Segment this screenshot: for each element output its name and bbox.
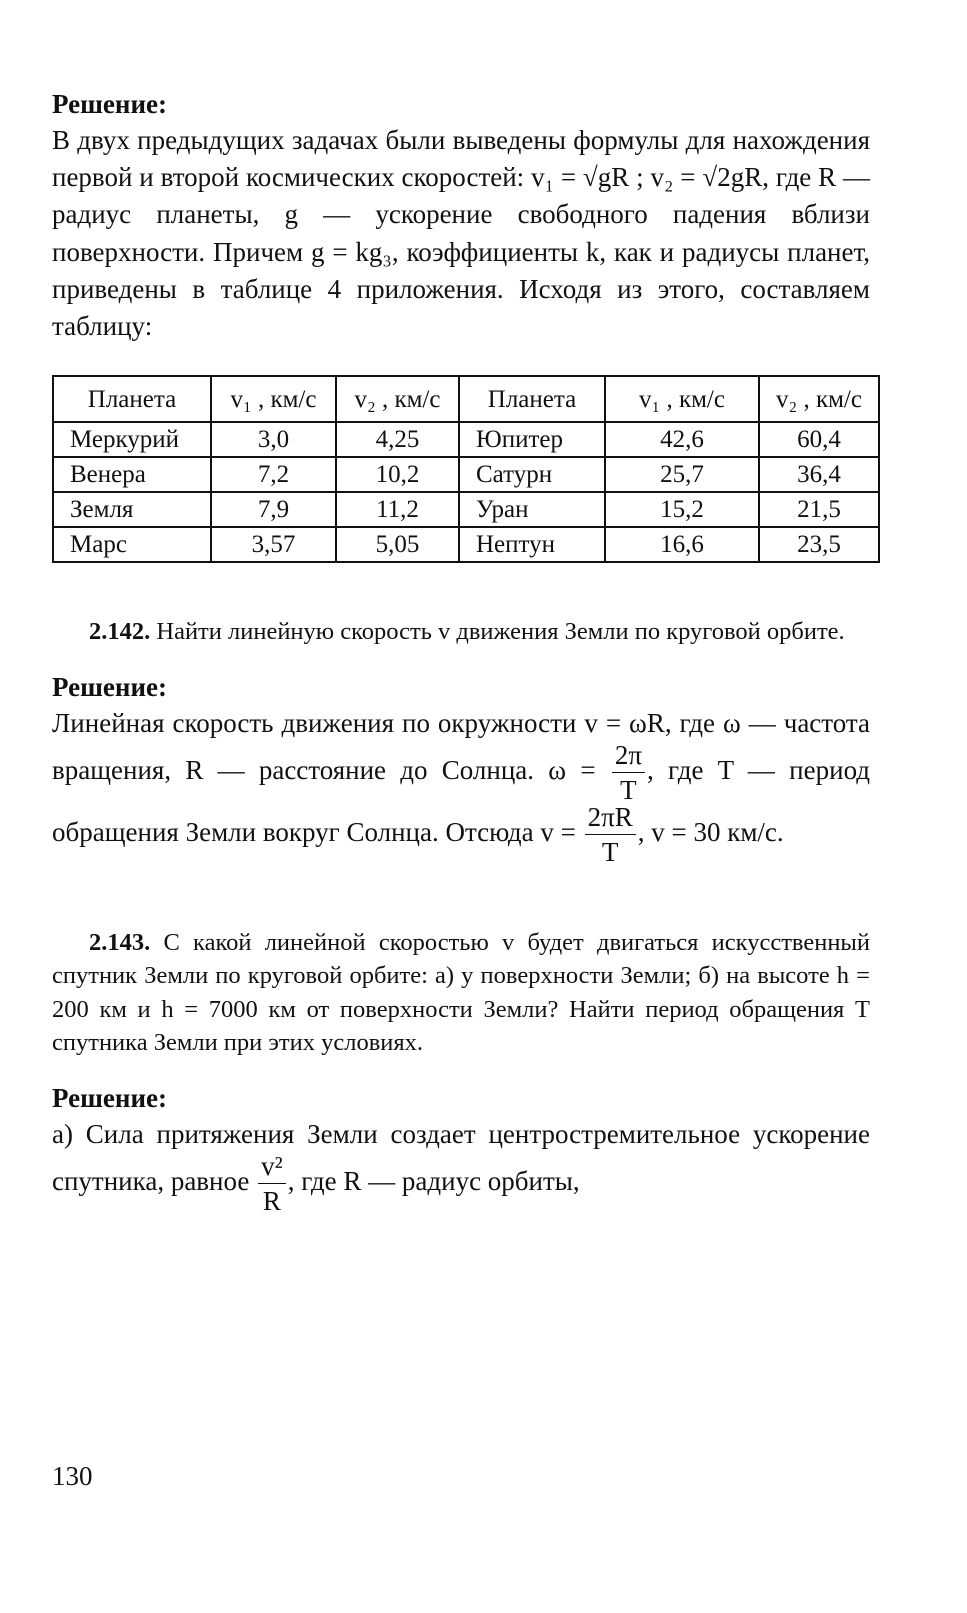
solution-heading: Решение:: [52, 1082, 167, 1113]
table-row: [53, 457, 879, 492]
formula-v1: v₁ = √gR ;: [531, 162, 644, 193]
table-row: [53, 527, 879, 562]
fraction-numerator: v²: [258, 1153, 286, 1184]
table-header: v₂ , км/с: [336, 376, 459, 422]
table-cell: 4,25: [336, 422, 459, 457]
table-cell: 16,6: [605, 527, 759, 562]
table-cell: Уран: [459, 492, 605, 527]
table-header: v₂ , км/с: [759, 376, 879, 422]
formula-lhs: v =: [540, 817, 576, 848]
problem-2-142: [52, 615, 870, 649]
fraction-denominator: T: [620, 774, 637, 805]
table-cell: 15,2: [605, 492, 759, 527]
planet-velocity-table: [52, 375, 880, 563]
table-cell: Марс: [53, 527, 211, 562]
table-cell: Венера: [53, 457, 211, 492]
solution-heading: Решение:: [52, 89, 167, 119]
solution-text: , коэффициенты k, как и радиусы планет, приведены в таблице 4 приложения. Исходя из этого, составляем таблицу:: [52, 236, 870, 342]
table-header: v₁ , км/с: [211, 376, 336, 422]
fraction-numerator: 2πR: [585, 804, 636, 835]
fraction: [585, 801, 636, 867]
formula-lhs: ω =: [548, 755, 596, 786]
formula-v2: v₂ = √2gR: [650, 162, 763, 193]
page-content: [52, 86, 870, 1215]
table-cell: 25,7: [605, 457, 759, 492]
problem-text: С какой линейной скоростью v будет двигаться искусственный спутник Земли по круговой орбите: а) у поверхности Земли; б) на высоте h = 200 км и h = 7000 км от поверхности Земли? Найти период обращения T спутника Земли при этих условиях.: [52, 928, 871, 1057]
problem-text: Найти линейную скорость v движения Земли по круговой орбите.: [156, 618, 845, 646]
table-cell: 7,9: [211, 492, 336, 527]
fraction: [612, 739, 645, 805]
table-header: Планета: [459, 376, 605, 422]
table-header: v₁ , км/с: [605, 376, 759, 422]
solution-heading: Решение:: [52, 671, 167, 702]
solution-text: , где T — период обращения Земли вокруг Солнца. Отсюда: [52, 755, 871, 848]
fraction-denominator: T: [601, 836, 619, 867]
table-cell: Земля: [53, 492, 211, 527]
solution-text: а) Сила притяжения Земли создает центростремительное ускорение спутника, равное: [52, 1118, 870, 1197]
table-cell: Юпитер: [459, 422, 605, 457]
solution-paragraph: [52, 122, 870, 345]
table-cell: Сатурн: [459, 457, 605, 492]
solution-text: Линейная скорость движения по окружности v = ωR, где ω — частота вращения, R — расстояние до Солнца.: [52, 707, 870, 786]
problem-number: 2.142.: [89, 618, 151, 646]
table-cell: 36,4: [759, 457, 879, 492]
table-cell: Меркурий: [53, 422, 211, 457]
table-cell: 10,2: [336, 457, 459, 492]
formula-g: g = kg₃: [310, 236, 392, 267]
table-cell: Нептун: [459, 527, 605, 562]
table-cell: 23,5: [759, 527, 879, 562]
fraction-denominator: R: [262, 1186, 281, 1217]
table-cell: 21,5: [759, 492, 879, 527]
page-number: 130: [52, 1461, 93, 1491]
formula-result: , v = 30 км/с.: [637, 817, 784, 848]
table-row: [53, 492, 879, 527]
solution-paragraph: [52, 1116, 870, 1215]
solution-paragraph: [52, 705, 870, 866]
table-cell: 60,4: [759, 422, 879, 457]
solution-text: , где R — радиус планеты, g — ускорение свободного падения вблизи поверхности. Причем: [52, 162, 871, 267]
problem-2-143: [52, 926, 870, 1060]
fraction-numerator: 2π: [612, 742, 645, 773]
problem-number: 2.143.: [89, 928, 151, 956]
table-cell: 3,0: [211, 422, 336, 457]
table-cell: 11,2: [336, 492, 459, 527]
table-row: [53, 422, 879, 457]
table-cell: 42,6: [605, 422, 759, 457]
fraction: [258, 1153, 286, 1215]
table-cell: 5,05: [336, 527, 459, 562]
table-cell: 3,57: [211, 527, 336, 562]
table-header-row: [53, 376, 879, 422]
table-cell: 7,2: [211, 457, 336, 492]
solution-text: , где R — радиус орбиты,: [287, 1166, 580, 1197]
solution-text: В двух предыдущих задачах были выведены формулы для нахождения первой и второй космических скоростей:: [52, 125, 870, 193]
table-header: Планета: [53, 376, 211, 422]
